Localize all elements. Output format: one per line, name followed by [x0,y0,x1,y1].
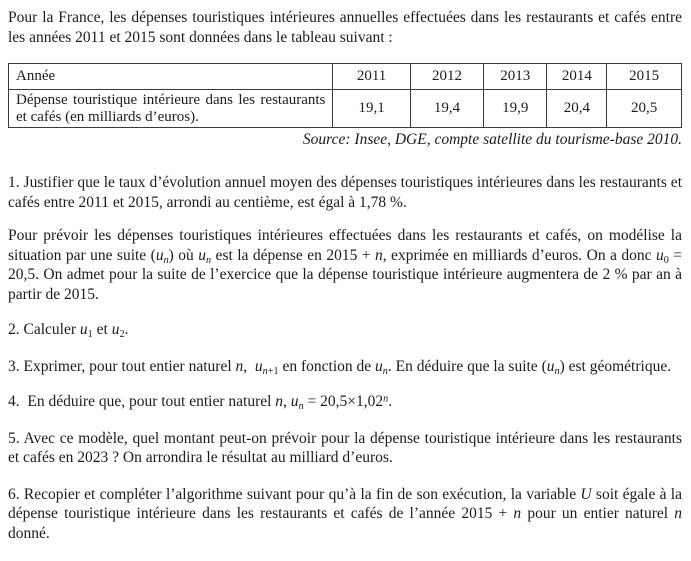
source-caption: Source: Insee, DGE, compte satellite du tourisme-base 2010. [302,131,682,148]
data-table [8,63,682,128]
question-6: 6. Recopier et compléter l’algorithme suivant pour qu’à la fin de son exécution, la variable U soit égale à la dépense touristique intérieure dans les restaurants et cafés de l’année 2015 + n pour un entier naturel n donné. [8,485,683,542]
value-cell: 20,5 [607,90,682,128]
year-header-cell: 2013 [484,64,547,90]
year-header-label: Année [9,64,333,90]
year-header-cell: 2011 [333,64,410,90]
table-header-row [9,64,682,90]
question-1: 1. Justifier que le taux d’évolution annuel moyen des dépenses touristiques intérieures dans les restaurants et cafés entre 2011 et 2015, arrondi au centième, est égal à 1,78 %. [8,174,682,211]
question-5: 5. Avec ce modèle, quel montant peut-on prévoir pour la dépense touristique intérieure dans les restaurants et cafés en 2023 ? On arrondira le résultat au milliard d’euros. [8,429,682,466]
year-header-cell: 2012 [410,64,483,90]
value-cell: 19,1 [333,90,410,128]
question-4: 4. En déduire que, pour tout entier naturel n, $u_n = 20,5\times 1,02^n$. [8,393,393,412]
value-cell: 19,9 [484,90,547,128]
value-cell: 20,4 [547,90,607,128]
row-label-cell: Dépense touristique intérieure dans les restaurants et cafés (en milliards d’euros). [9,90,333,128]
question-3: 3. Exprimer, pour tout entier naturel n, $u_{n+1}$ en fonction de $u_n$. En déduire que la suite $(u_n)$ est géométrique. [8,357,672,377]
year-header-cell: 2015 [607,64,682,90]
intro-paragraph: Pour la France, les dépenses touristiques intérieures annuelles effectuées dans les restaurants et cafés entre les années 2011 et 2015 sont données dans le tableau suivant : [8,9,682,46]
year-header-cell: 2014 [547,64,607,90]
value-cell: 19,4 [410,90,483,128]
table-data-row [9,90,682,128]
model-paragraph: Pour prévoir les dépenses touristiques intérieures effectuées dans les restaurants et cafés, on modélise la situation par une suite $(u_n)$ où $u_n$ est la dépense en 2015 + n, exprimée en milliards d’euros. On a donc $u_0 = 20,5$. On admet pour la suite de l’exercice que la dépense touristique intérieure augmentera de 2 % par an à partir de 2015. [8,227,683,303]
question-2: 2. Calculer $u_1$ et $u_2$. [8,321,129,340]
